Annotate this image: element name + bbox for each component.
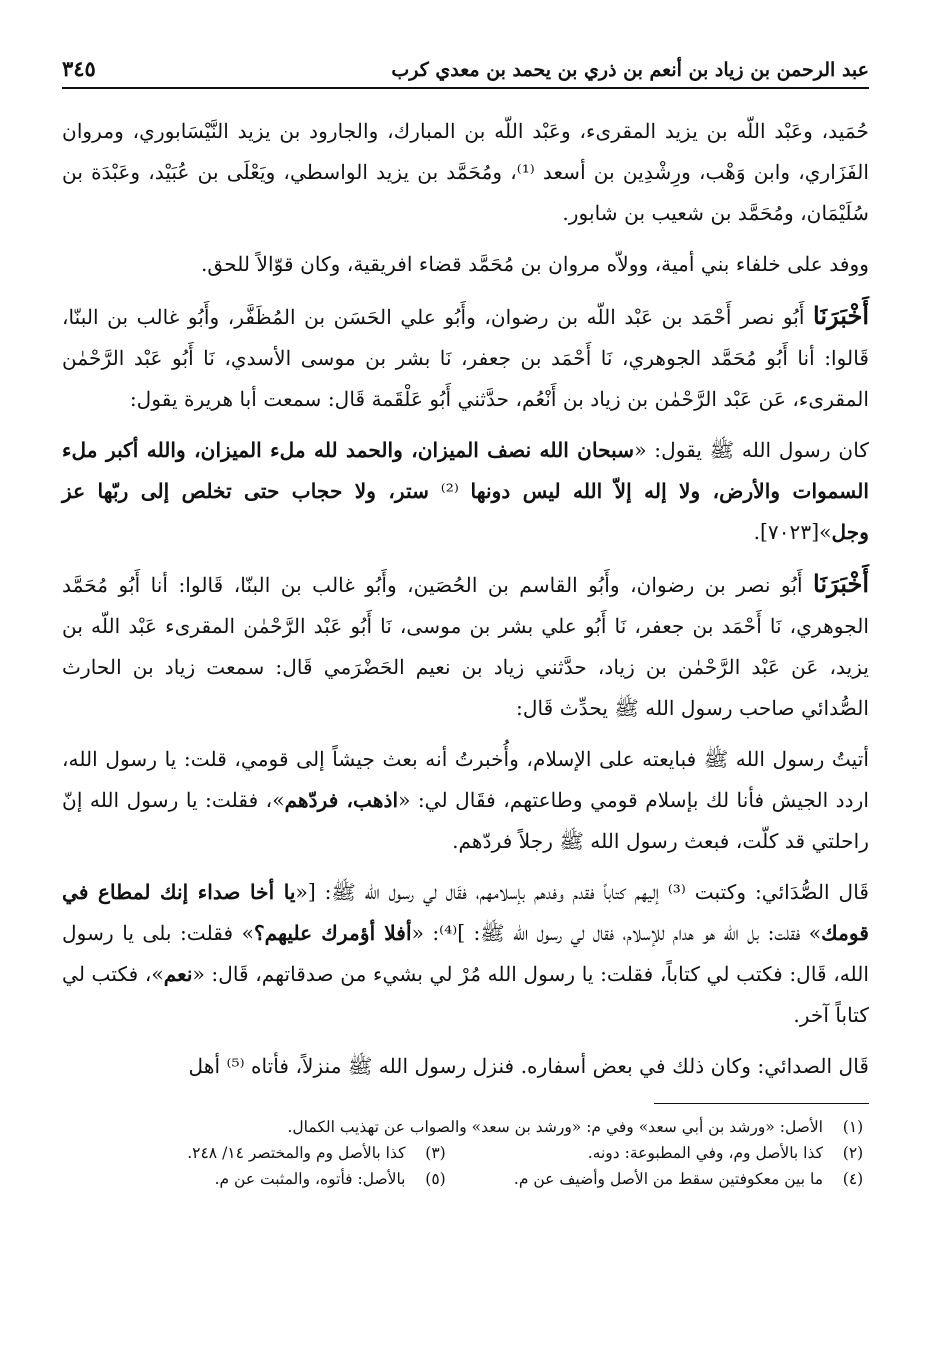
story-text: »، فقلت: يا رسول الله إنّ راحلتي قد كلّت، فبعث رسول الله ﷺ رجلاً فردّهم. <box>62 788 869 853</box>
story-text: » فقلت: بلى يا رسول الله، قَال: فكتب لي كتاباً، فقلت: يا رسول الله مُرْ لي بشيء من صدقاتهم، قَال: « <box>62 921 869 986</box>
footnote-divider <box>654 1103 869 1104</box>
story-text: » فقلت: بل الله هو هدام للإسلام، فقال لي رسول الله ﷺ: ]⁽⁴⁾: « <box>411 921 822 945</box>
hadith-outro: »[٧٠٢٣]. <box>753 520 832 544</box>
footnote-number: (٥) <box>425 1170 446 1188</box>
footnote-mark: ⁽²⁾ <box>429 479 471 503</box>
paragraph-teachers: حُمَيد، وعَبْد اللّه بن يزيد المقرىء، وعَبْد اللّه بن المبارك، والجارود بن يزيد النَّيْسَابوري، ومروان الفَزَاري، وابن وَهْب، ورِشْدِين بن أسعد ⁽¹⁾، ومُحَمَّد بن يزيد الواسطي، ويَعْلَى بن عُبَيْد، وعَبْدَة بن سُلَيْمَان، ومُحَمَّد بن شعيب بن شابور. <box>62 119 869 225</box>
footnote-text: ما بين معكوفتين سقط من الأصل وأضيف عن م. <box>513 1170 823 1188</box>
footnote-text: بالأصل: فأتوه، والمثبت عن م. <box>214 1170 406 1188</box>
running-header <box>62 56 869 89</box>
main-text <box>62 111 869 1087</box>
akhbarana-keyword: أَخْبَرَنَا <box>813 301 869 330</box>
isnad-paragraph-1 <box>62 295 869 420</box>
footnotes <box>62 1114 869 1192</box>
story-quote-bold: يا أخا صداء إنك لمطاع في قومك <box>62 880 869 945</box>
footnote-text: كذا بالأصل وم والمختصر ١٤/ ٢٤٨. <box>187 1144 406 1162</box>
story-quote-bold: اذهب، فردّهم <box>284 788 399 812</box>
hadith-text-bold: ستر، ولا حجاب حتى تخلص إلى ربّها عز وجل <box>62 479 869 544</box>
isnad-text: أَبُو نصر أَحْمَد بن عَبْد اللّه بن رضوان، وأَبُو علي الحَسَن بن المُظَفَّر، وأَبُو غالب بن البنّا، قَالوا: أنا أَبُو مُحَمَّد الجوهري، نَا أَحْمَد بن جعفر، نَا بشر بن موسى الأسدي، نَا أَبُو عَبْد الرَّحْمٰن المقرىء، عَن عَبْد الرَّحْمٰن بن زياد بن أَنْعُم، حدَّثني أَبُو عَلْقَمة قَال: سمعت أبا هريرة يقول: <box>62 305 869 411</box>
story-quote-bold: نعم <box>163 962 193 986</box>
footnote-number: (٢) <box>842 1144 864 1162</box>
isnad-paragraph-2 <box>62 563 869 729</box>
story-text: »، فكتب لي كتاباً آخر. <box>62 962 869 1027</box>
footnote-number: (١) <box>842 1118 864 1136</box>
footnote-text: كذا بالأصل وم، وفي المطبوعة: دونه. <box>587 1144 823 1162</box>
footnote-number: (٤) <box>842 1170 864 1188</box>
paragraph-biography: ووفد على خلفاء بني أمية، وولاّه مروان بن مُحَمَّد قضاء افريقية، وكان قوّالاً للحق. <box>200 252 869 276</box>
story-text: أتيتُ رسول الله ﷺ فبايعته على الإسلام، وأُخبرتُ أنه بعث جيشاً إلى قومي، قلت: يا رسول الله، اردد الجيش فأنا لك بإسلام قومي وطاعتهم، فقَال لي: « <box>62 747 869 812</box>
story-paragraph-3: قَال الصدائي: وكان ذلك في بعض أسفاره. فنزل رسول الله ﷺ منزلاً، فأتاه ⁽⁵⁾ أهل <box>188 1054 869 1078</box>
akhbarana-keyword: أَخْبَرَنَا <box>813 569 869 598</box>
footnote-item <box>62 1114 869 1140</box>
page-number: ٣٤٥ <box>62 56 96 81</box>
story-quote-bold: أفلا أؤمرك عليهم؟ <box>253 921 412 945</box>
hadith-text-bold: سبحان الله نصف الميزان، والحمد لله ملء الميزان، والله أكبر ملء السموات والأرض، ولا إله إلاّ الله ليس دونها <box>62 438 869 503</box>
story-text: قَال الصُّدَائي: وكتبت ⁽³⁾ إليهم كتاباً فقدم وفدهم بإسلامهم، فقَال لي رسول الله ﷺ: [« <box>295 880 869 904</box>
footnote-row <box>62 1166 869 1192</box>
footnote-item <box>62 1166 452 1192</box>
footnote-row <box>62 1140 869 1166</box>
footnote-number: (٣) <box>425 1144 446 1162</box>
story-paragraph-2 <box>62 872 869 1036</box>
footnote-item <box>480 1166 870 1192</box>
story-paragraph-1 <box>62 739 869 862</box>
footnote-item <box>480 1140 870 1166</box>
footnote-item <box>62 1140 452 1166</box>
isnad-text: أَبُو نصر بن رضوان، وأَبُو القاسم بن الحُصَين، وأَبُو غالب بن البنّا، قَالوا: أنا أَبُو مُحَمَّد الجوهري، نَا أَحْمَد بن جعفر، نَا أَبُو علي بشر بن موسى، نَا أَبُو عَبْد الرَّحْمٰن المقرىء عَبْد اللّه بن يزيد، عَن عَبْد الرَّحْمٰن بن زياد، حدَّثني زياد بن نعيم الحَضْرَمي قَال: سمعت زياد بن الحارث الصُّدائي صاحب رسول الله ﷺ يحدِّث قَال: <box>62 573 869 720</box>
hadith-paragraph-1 <box>62 430 869 553</box>
footnote-text: الأصل: «ورشد بن أبي سعد» وفي م: «ورشد بن سعد» والصواب عن تهذيب الكمال. <box>287 1118 823 1136</box>
header-title: عبد الرحمن بن زياد بن أنعم بن ذري بن يحمد بن معدي كرب <box>391 59 869 81</box>
hadith-intro: كان رسول الله ﷺ يقول: « <box>634 438 870 462</box>
